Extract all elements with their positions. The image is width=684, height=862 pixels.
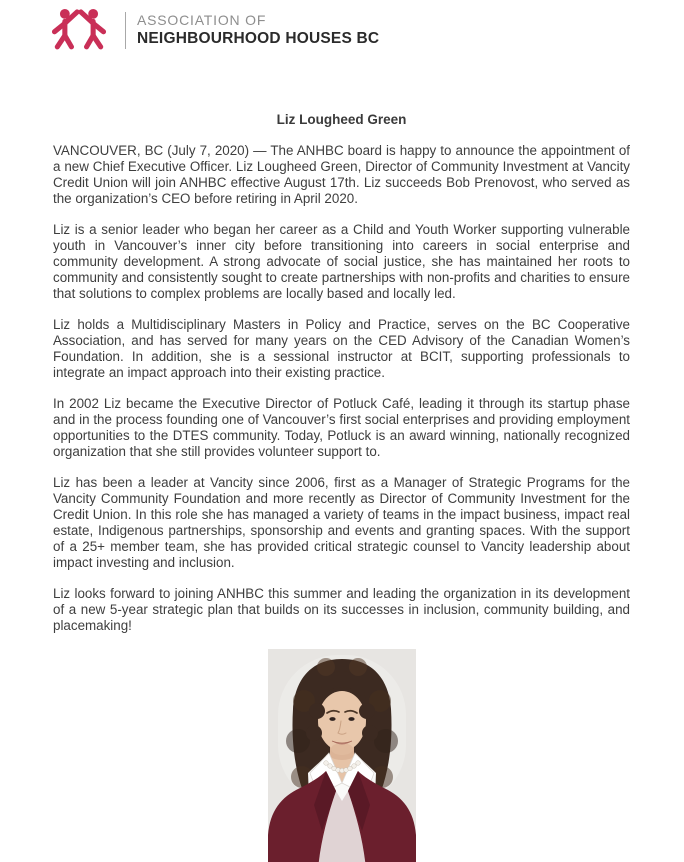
document-body	[0, 112, 684, 862]
logo-org-line1: ASSOCIATION OF	[137, 12, 267, 28]
paragraph-3: Liz holds a Multidisciplinary Masters in Policy and Practice, serves on the BC Cooperative Association, and has served for many years on the CED Advisory of the Canadian Women’s Foundation. In addition, she is a sessional instructor at BCIT, supporting professionals to integrate an impact approach into their existing practice.	[53, 317, 630, 380]
portrait-photo	[268, 649, 416, 862]
logo-org-line2: NEIGHBOURHOOD HOUSES BC	[137, 30, 380, 47]
logo-divider	[125, 12, 126, 49]
paragraph-5: Liz has been a leader at Vancity since 2006, first as a Manager of Strategic Programs for the Vancity Community Foundation and more recently as Director of Community Investment for the Credit Union. In this role she has managed a variety of teams in the impact business, impact real estate, Indigenous partnerships, sponsorship and events and granting spaces. With the support of a 25+ member team, she has provided critical strategic counsel to Vancity leadership about impact investing and inclusion.	[53, 475, 630, 570]
paragraph-1: VANCOUVER, BC (July 7, 2020) — The ANHBC board is happy to announce the appointment of a new Chief Executive Officer. Liz Lougheed Green, Director of Community Investment at Vancity Credit Union will join ANHBC effective August 17th. Liz succeeds Bob Prenovost, who served as the organization’s CEO before retiring in April 2020.	[53, 143, 630, 206]
paragraph-4: In 2002 Liz became the Executive Director of Potluck Café, leading it through its startup phase and in the process founding one of Vancouver’s first social enterprises and providing employment opportunities to the DTES community. Today, Potluck is an award winning, nationally recognized organization that she still provides volunteer support to.	[53, 396, 630, 459]
paragraph-2: Liz is a senior leader who began her career as a Child and Youth Worker supporting vulnerable youth in Vancouver’s inner city before transitioning into careers in social enterprise and community development. A strong advocate of social justice, she has maintained her roots to community and consistently sought to create partnerships with non-profits and charities to ensure that solutions to complex problems are locally based and locally led.	[53, 222, 630, 301]
two-people-house-icon	[46, 6, 112, 55]
anhbc-logo	[0, 0, 684, 52]
logo-wordmark	[137, 12, 379, 48]
paragraph-6: Liz looks forward to joining ANHBC this summer and leading the organization in its development of a new 5-year strategic plan that builds on its successes in inclusion, community building, and placemaking!	[53, 586, 630, 633]
page-title: Liz Lougheed Green	[276, 112, 407, 127]
